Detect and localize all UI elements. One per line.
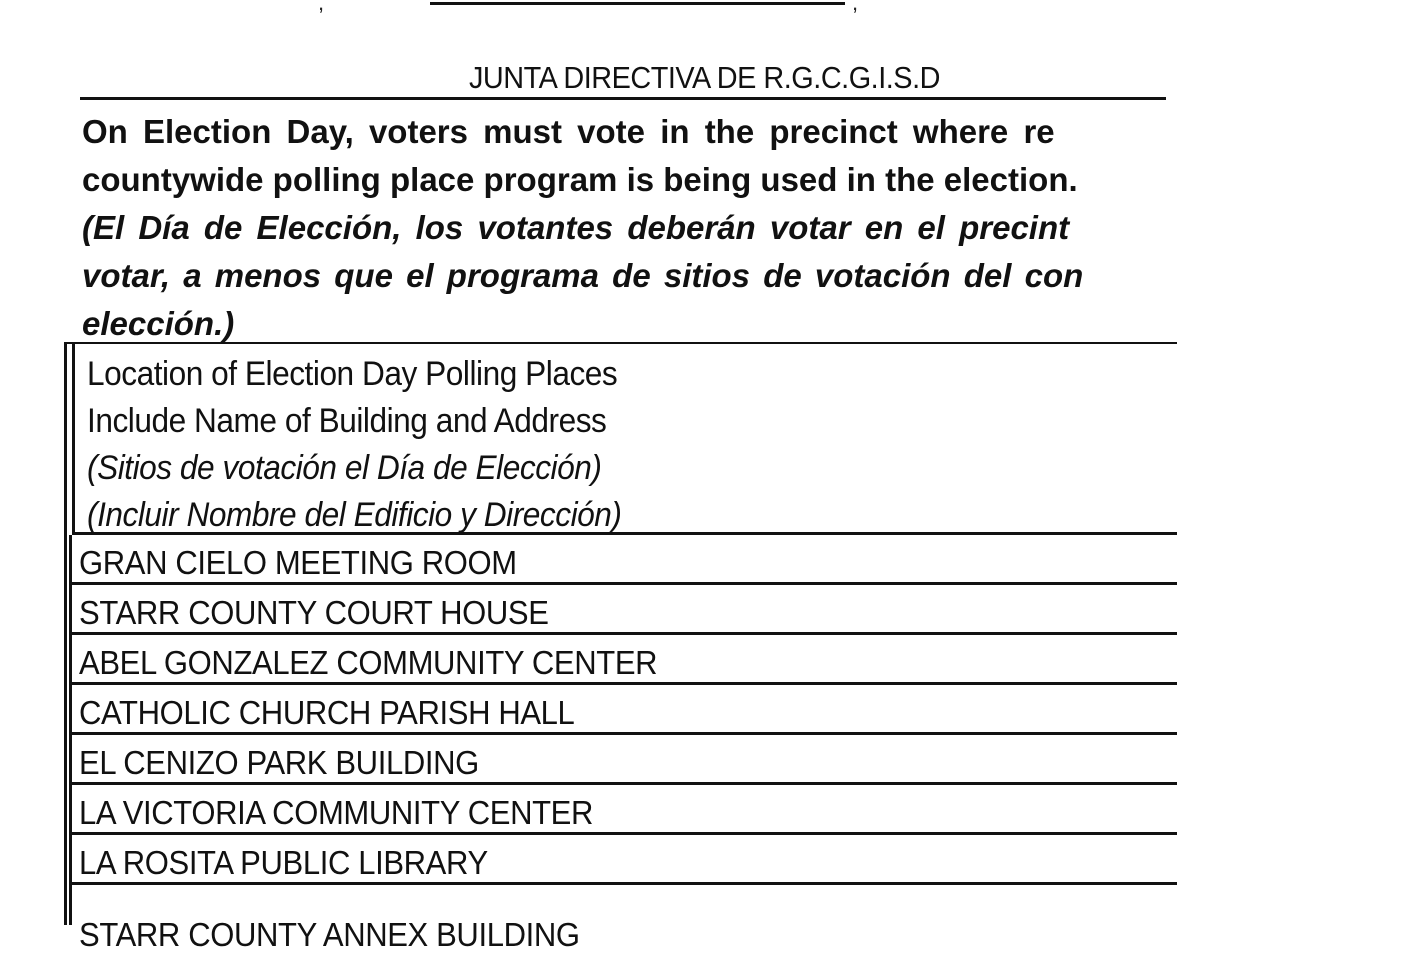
table-row — [69, 835, 1177, 885]
polling-place-name: ABEL GONZALEZ COMMUNITY CENTER — [79, 644, 658, 681]
notice-english-line-1: On Election Day, voters must vote in the precinct where re — [82, 113, 1055, 150]
table-row — [69, 535, 1177, 585]
top-mark-right: , — [852, 0, 859, 15]
polling-place-name: GRAN CIELO MEETING ROOM — [79, 544, 517, 581]
table-row — [69, 735, 1177, 785]
table-row — [69, 585, 1177, 635]
polling-place-name: EL CENIZO PARK BUILDING — [79, 744, 479, 781]
header-line-1: Location of Election Day Polling Places — [87, 355, 618, 393]
header-line-3: (Sitios de votación el Día de Elección) — [87, 449, 602, 487]
notice-spanish-line-1: (El Día de Elección, los votantes deberán votar en el precint — [82, 209, 1070, 246]
table-row — [69, 685, 1177, 735]
notice-english-line-2: countywide polling place program is being used in the election. — [82, 161, 1078, 198]
top-border-line — [430, 2, 845, 5]
notice-spanish-line-2: votar, a menos que el programa de sitios de votación del con — [82, 257, 1084, 294]
election-day-notice — [82, 108, 1382, 348]
table-row — [69, 635, 1177, 685]
document-title: JUNTA DIRECTIVA DE R.G.C.G.I.S.D — [468, 60, 940, 95]
polling-places-table — [64, 342, 1177, 953]
header-line-4: (Incluir Nombre del Edificio y Dirección) — [87, 496, 622, 534]
polling-place-name: LA VICTORIA COMMUNITY CENTER — [79, 794, 594, 831]
polling-place-name: STARR COUNTY COURT HOUSE — [79, 594, 549, 631]
polling-place-name: LA ROSITA PUBLIC LIBRARY — [79, 844, 488, 881]
table-header — [72, 344, 1177, 535]
notice-spanish-line-3: elección.) — [82, 305, 235, 342]
polling-place-name: STARR COUNTY ANNEX BUILDING — [79, 916, 580, 953]
polling-place-name: CATHOLIC CHURCH PARISH HALL — [79, 694, 575, 731]
table-row — [69, 785, 1177, 835]
title-rule — [80, 97, 1166, 100]
top-mark-left: , — [318, 0, 325, 15]
table-row — [69, 885, 1177, 953]
header-line-2: Include Name of Building and Address — [87, 402, 607, 440]
